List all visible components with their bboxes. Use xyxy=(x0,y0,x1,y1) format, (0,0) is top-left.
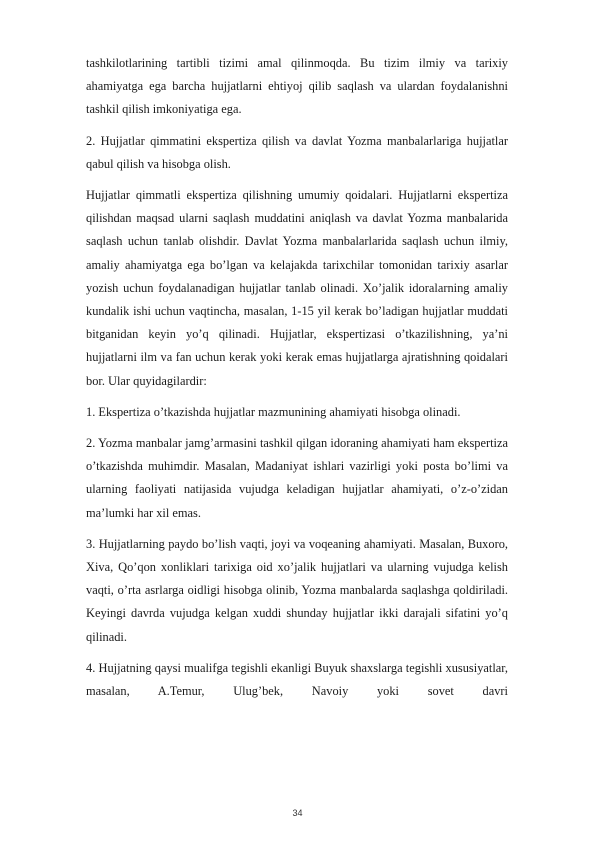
paragraph-rule-2: 2. Yozma manbalar jamg’armasini tashkil qilgan idoraning ahamiyati ham ekspertiza o’tkazishda muhimdir. Masalan, Madaniyat ishlari vazirligi yoki posta bo’limi va ularning faoliyati natijasida vujudga keladigan hujjatlar ahamiyati, o’z-o’zidan ma’lumki har xil emas. xyxy=(86,436,508,520)
page-body xyxy=(86,52,508,703)
paragraph-rule-3: 3. Hujjatlarning paydo bo’lish vaqti, joyi va voqeaning ahamiyati. Masalan, Buxoro, Xiva, Qo’qon xonliklari tarixiga oid xo’jalik hujjatlari va ularning vujudga kelish vaqti, o’rta asrlarga oidligi hisobga olinib, Yozma manbalarda saqlashga qoldiriladi. Keyingi davrda vujudga kelgan xuddi shunday hujjatlar ikki darajali sifatini yo’q qilinadi. xyxy=(86,536,508,644)
paragraph-rule-4: 4. Hujjatning qaysi mualifga tegishli ekanligi Buyuk shaxslarga tegishli xususiyatlar, masalan, A.Temur, Ulug’bek, Navoiy yoki sovet davri xyxy=(86,660,508,699)
paragraph-continuation: tashkilotlarining tartibli tizimi amal qilinmoqda. Bu tizim ilmiy va tarixiy ahamiyatga ega barcha hujjatlarni ehtiyoj qilib saqlash va ulardan foydalanishni tashkil qilish imkoniyatiga ega. xyxy=(86,56,508,117)
paragraph-expertise-rules: Hujjatlar qimmatli ekspertiza qilishning umumiy qoidalari. Hujjatlarni ekspertiza qilishdan maqsad ularni saqlash muddatini aniqlash va davlat Yozma manbalarida saqlash uchun tanlab olishdir. Davlat Yozma manbalarlarida saqlash uchun ilmiy, amaliy ahamiyatga ega bo’lgan va kelajakda tarixchilar tomonidan tarixiy asarlar yozish uchun foydalanadigan hujjatlar tanlab olinadi. Xo’jalik idoralarning amaliy kundalik ishi uchun vaqtincha, masalan, 1-15 yil kerak bo’ladigan hujjatlar muddati bitganidan keyin yo’q qilinadi. Hujjatlar, ekspertizasi o’tkazilishning, ya’ni hujjatlarni ilm va fan uchun kerak yoki kerak emas hujjatlarga ajratishning qoidalari bor. Ular quyidagilardir: xyxy=(86,188,508,388)
paragraph-item-2-heading: 2. Hujjatlar qimmatini ekspertiza qilish va davlat Yozma manbalarlariga hujjatlar qabul qilish va hisobga olish. xyxy=(86,133,508,171)
page-number: 34 xyxy=(292,808,303,818)
paragraph-rule-1: 1. Ekspertiza o’tkazishda hujjatlar mazmunining ahamiyati hisobga olinadi. xyxy=(86,404,461,419)
